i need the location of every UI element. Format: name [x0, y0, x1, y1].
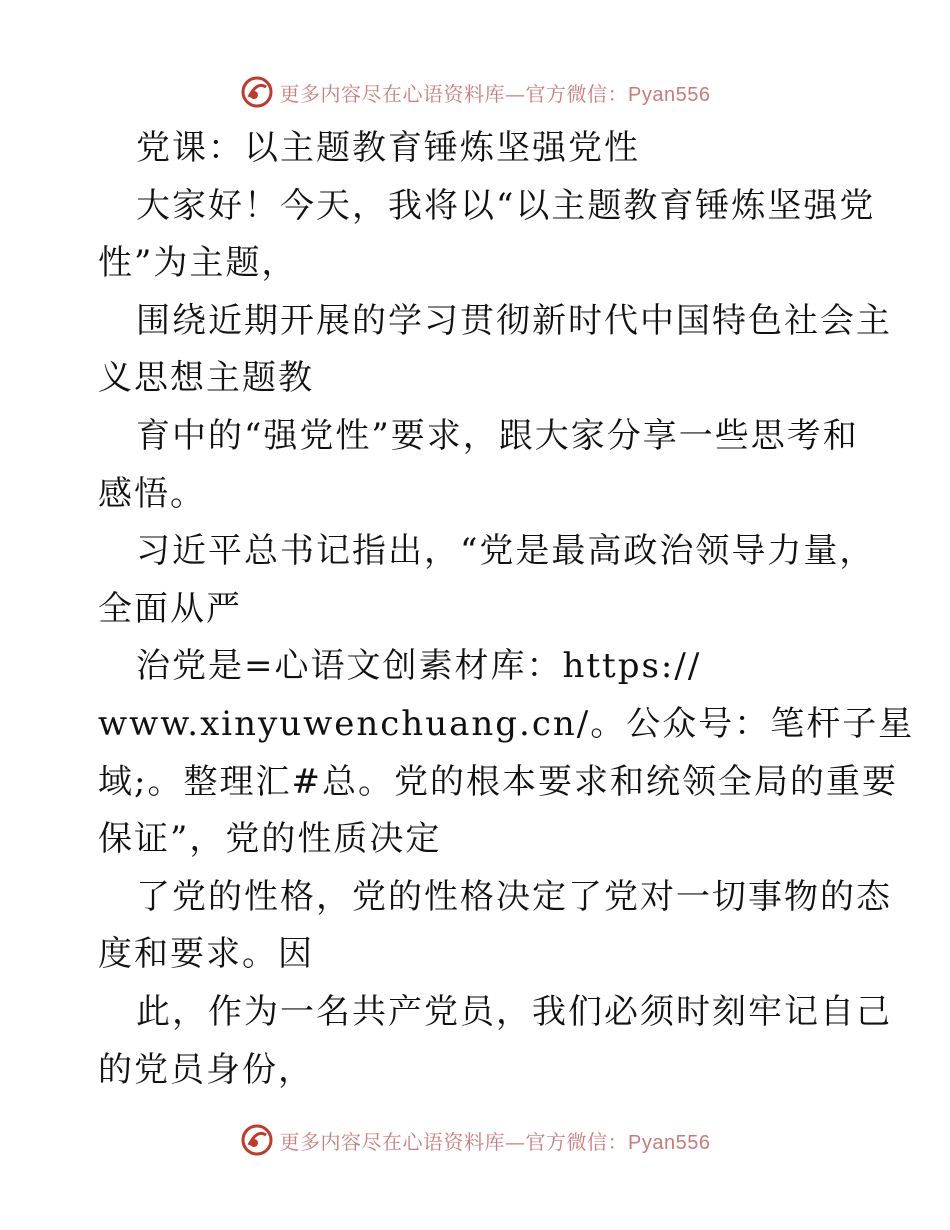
paragraph-line: 域;。整理汇#总。党的根本要求和统领全局的重要 [98, 761, 898, 802]
logo-icon [240, 1123, 274, 1157]
paragraph-line: 义思想主题教 [98, 358, 314, 399]
header-banner-handle: Pyan556 [628, 83, 711, 106]
paragraph-line: 保证”，党的性质决定 [98, 819, 442, 860]
paragraph-line: 大家好！今天，我将以“以主题教育锤炼坚强党 [136, 185, 876, 226]
paragraph-line: 育中的“强党性”要求，跟大家分享一些思考和 [136, 415, 859, 456]
paragraph-line: 性”为主题， [98, 243, 298, 284]
footer-banner-handle: Pyan556 [628, 1131, 711, 1154]
document-title: 党课：以主题教育锤炼坚强党性 [136, 128, 640, 168]
logo-icon [240, 75, 274, 109]
footer-banner [0, 1120, 950, 1160]
header-banner-label: 更多内容尽在心语资料库—官方微信： [279, 81, 629, 106]
document-body [98, 120, 915, 1099]
footer-banner-label: 更多内容尽在心语资料库—官方微信： [279, 1129, 629, 1154]
footer-banner-text [280, 1126, 711, 1155]
paragraph-line: 围绕近期开展的学习贯彻新时代中国特色社会主 [136, 300, 892, 341]
paragraph-line: www.xinyuwenchuang.cn/。公众号：笔杆子星 [98, 703, 915, 744]
paragraph-line: 治党是=心语文创素材库：https:// [136, 646, 702, 687]
paragraph-line: 习近平总书记指出，“党是最高政治领导力量， [136, 531, 876, 572]
paragraph-line: 感悟。 [98, 473, 206, 514]
paragraph-line: 的党员身份， [98, 1049, 314, 1090]
paragraph-line: 度和要求。因 [98, 934, 314, 975]
paragraph-line: 全面从严 [98, 588, 242, 629]
header-banner [0, 72, 950, 112]
header-banner-text [280, 78, 711, 107]
paragraph-line: 此，作为一名共产党员，我们必须时刻牢记自己 [136, 991, 892, 1032]
paragraph-line: 了党的性格，党的性格决定了党对一切事物的态 [136, 876, 892, 917]
